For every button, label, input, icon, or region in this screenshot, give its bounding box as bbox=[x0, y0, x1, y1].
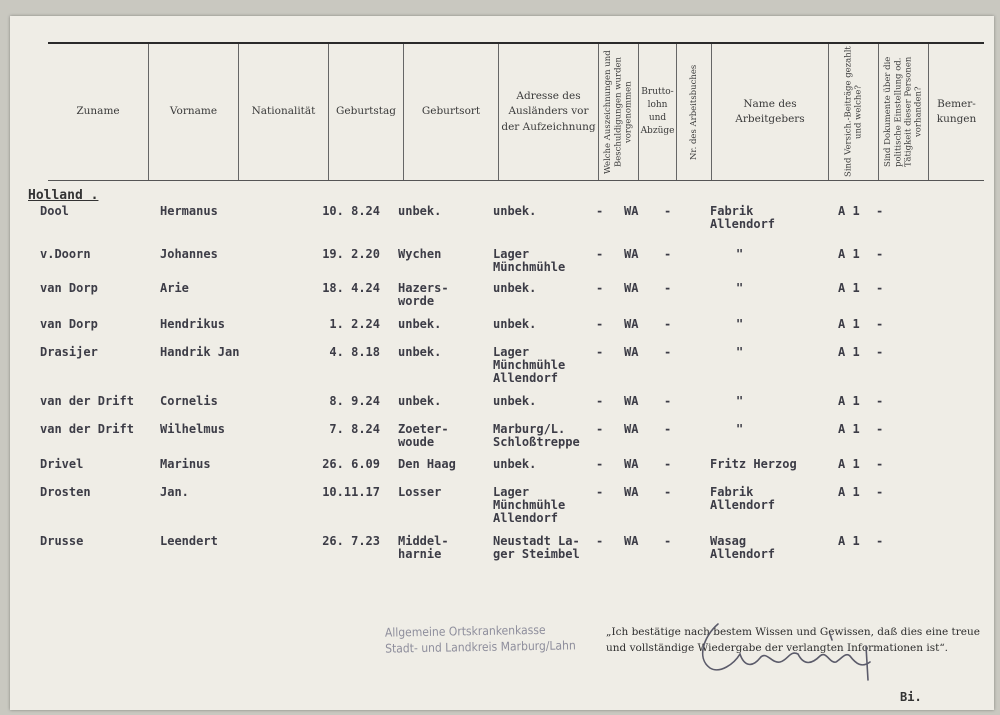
cell-c4: - bbox=[876, 281, 884, 295]
cell-vorname: Handrik Jan bbox=[160, 345, 240, 359]
cell-c3: - bbox=[664, 422, 672, 436]
cell-adresse: unbek. bbox=[493, 204, 537, 218]
cell-vers: A 1 bbox=[838, 345, 860, 359]
cell-geburtstag: 4. 8.18 bbox=[329, 345, 380, 359]
cell-c1: - bbox=[596, 394, 604, 408]
cell-geburtstag: 26. 7.23 bbox=[322, 534, 380, 548]
cell-vers: A 1 bbox=[838, 534, 860, 548]
cell-zuname: Drivel bbox=[40, 457, 84, 471]
cell-adresse: unbek. bbox=[493, 394, 537, 408]
cell-c2: WA bbox=[624, 247, 639, 261]
cell-c1: - bbox=[596, 281, 604, 295]
cell-c4: - bbox=[876, 485, 884, 499]
cell-c1: - bbox=[596, 485, 604, 499]
cell-c1: - bbox=[596, 204, 604, 218]
cell-geburtsort: unbek. bbox=[398, 204, 442, 218]
cell-c4: - bbox=[876, 394, 884, 408]
cell-zuname: Drosten bbox=[40, 485, 91, 499]
cell-geburtstag: 8. 9.24 bbox=[329, 394, 380, 408]
cell-c4: - bbox=[876, 534, 884, 548]
header-arbeitgeber: Name des Arbeitgebers bbox=[711, 44, 828, 180]
cell-c2: WA bbox=[624, 457, 639, 471]
cell-vers: A 1 bbox=[838, 457, 860, 471]
cell-zuname: Drusse bbox=[40, 534, 84, 548]
cell-c1: - bbox=[596, 345, 604, 359]
cell-c3: - bbox=[664, 457, 672, 471]
header-auszeichnungen: Welche Auszeichnungen und Beschuldigungen wurden vorgenommen bbox=[598, 44, 638, 180]
header-dokumente: Sind Dokumente über die politische Einstellung od. Tätigkeit dieser Personen vorhanden? bbox=[878, 44, 928, 180]
cell-adresse: Lager Münchmühle Allendorf bbox=[493, 345, 566, 385]
cell-arbeitgeber: Fabrik Allendorf bbox=[710, 204, 776, 231]
header-vorname: Vorname bbox=[148, 44, 238, 180]
cell-c2: WA bbox=[624, 204, 639, 218]
cell-geburtstag: 7. 8.24 bbox=[329, 422, 380, 436]
cell-geburtsort: Wychen bbox=[398, 247, 442, 261]
section-heading: Holland . bbox=[28, 188, 99, 203]
cell-zuname: van der Drift bbox=[40, 422, 134, 436]
cell-adresse: Lager Münchmühle bbox=[493, 247, 566, 274]
header-adresse: Adresse des Ausländers vor der Aufzeichnung bbox=[498, 44, 598, 180]
cell-vorname: Wilhelmus bbox=[160, 422, 226, 436]
cell-vers: A 1 bbox=[838, 422, 860, 436]
cell-c2: WA bbox=[624, 534, 639, 548]
table-header bbox=[48, 42, 984, 181]
cell-geburtsort: Zoeter- woude bbox=[398, 422, 449, 449]
cell-vorname: Hendrikus bbox=[160, 317, 226, 331]
cell-vers: A 1 bbox=[838, 281, 860, 295]
cell-c4: - bbox=[876, 317, 884, 331]
cell-c2: WA bbox=[624, 485, 639, 499]
cell-vers: A 1 bbox=[838, 485, 860, 499]
cell-geburtstag: 10. 8.24 bbox=[322, 204, 380, 218]
cell-arbeitgeber: " bbox=[736, 281, 744, 295]
header-geburtsort: Geburtsort bbox=[403, 44, 498, 180]
cell-vorname: Leendert bbox=[160, 534, 218, 548]
cell-c4: - bbox=[876, 345, 884, 359]
cell-c3: - bbox=[664, 247, 672, 261]
cell-c4: - bbox=[876, 247, 884, 261]
header-arbeitsbuch: Nr. des Arbeitsbuches bbox=[676, 44, 711, 180]
cell-adresse: unbek. bbox=[493, 281, 537, 295]
cell-c1: - bbox=[596, 457, 604, 471]
cell-c3: - bbox=[664, 281, 672, 295]
cell-geburtsort: unbek. bbox=[398, 317, 442, 331]
cell-geburtsort: unbek. bbox=[398, 394, 442, 408]
cell-geburtstag: 19. 2.20 bbox=[322, 247, 380, 261]
cell-c4: - bbox=[876, 422, 884, 436]
cell-vorname: Arie bbox=[160, 281, 189, 295]
cell-c3: - bbox=[664, 485, 672, 499]
cell-adresse: Lager Münchmühle Allendorf bbox=[493, 485, 566, 525]
cell-vorname: Cornelis bbox=[160, 394, 218, 408]
cell-geburtstag: 10.11.17 bbox=[322, 485, 380, 499]
cell-arbeitgeber: " bbox=[736, 345, 744, 359]
cell-c1: - bbox=[596, 422, 604, 436]
header-zuname: Zuname bbox=[76, 105, 120, 118]
cell-adresse: unbek. bbox=[493, 317, 537, 331]
cell-zuname: v.Doorn bbox=[40, 247, 91, 261]
cell-vorname: Johannes bbox=[160, 247, 218, 261]
cell-zuname: van Dorp bbox=[40, 281, 98, 295]
cell-vers: A 1 bbox=[838, 204, 860, 218]
cell-zuname: Dool bbox=[40, 204, 69, 218]
cell-zuname: Drasijer bbox=[40, 345, 98, 359]
cell-c2: WA bbox=[624, 281, 639, 295]
header-nationalitaet: Nationalität bbox=[238, 44, 328, 180]
cell-c3: - bbox=[664, 394, 672, 408]
cell-zuname: van Dorp bbox=[40, 317, 98, 331]
cell-arbeitgeber: " bbox=[736, 422, 744, 436]
cell-zuname: van der Drift bbox=[40, 394, 134, 408]
cell-geburtsort: Hazers- worde bbox=[398, 281, 449, 308]
cell-c3: - bbox=[664, 317, 672, 331]
document-page bbox=[10, 16, 994, 710]
cell-c2: WA bbox=[624, 317, 639, 331]
confirmation-text: „Ich bestätige nach bestem Wissen und Gewissen, daß dies eine treue und vollständige Wiedergabe der verlangten Informationen ist“. bbox=[606, 626, 980, 654]
cell-c4: - bbox=[876, 204, 884, 218]
cell-vers: A 1 bbox=[838, 394, 860, 408]
cell-c2: WA bbox=[624, 394, 639, 408]
cell-c1: - bbox=[596, 534, 604, 548]
cell-geburtstag: 26. 6.09 bbox=[322, 457, 380, 471]
cell-arbeitgeber: Wasag Allendorf bbox=[710, 534, 776, 561]
cell-arbeitgeber: Fabrik Allendorf bbox=[710, 485, 776, 512]
cell-c3: - bbox=[664, 345, 672, 359]
cell-c3: - bbox=[664, 204, 672, 218]
header-versicherung: Sind Versich.-Beiträge gezahlt und welche? bbox=[828, 44, 878, 180]
cell-c2: WA bbox=[624, 345, 639, 359]
signature bbox=[690, 606, 890, 686]
header-bruttolohn: Brutto-lohn und Abzüge bbox=[638, 44, 676, 180]
cell-arbeitgeber: " bbox=[736, 247, 744, 261]
cell-geburtsort: Losser bbox=[398, 485, 442, 499]
cell-geburtstag: 1. 2.24 bbox=[329, 317, 380, 331]
cell-geburtsort: unbek. bbox=[398, 345, 442, 359]
cell-c1: - bbox=[596, 317, 604, 331]
cell-c3: - bbox=[664, 534, 672, 548]
cell-vers: A 1 bbox=[838, 247, 860, 261]
cell-arbeitgeber: " bbox=[736, 394, 744, 408]
cell-c2: WA bbox=[624, 422, 639, 436]
cell-vers: A 1 bbox=[838, 317, 860, 331]
cell-c4: - bbox=[876, 457, 884, 471]
cell-c1: - bbox=[596, 247, 604, 261]
cell-adresse: Marburg/L. Schloßtreppe bbox=[493, 422, 580, 449]
header-geburtstag: Geburtstag bbox=[328, 44, 403, 180]
cell-vorname: Hermanus bbox=[160, 204, 218, 218]
cell-vorname: Jan. bbox=[160, 485, 189, 499]
cell-arbeitgeber: " bbox=[736, 317, 744, 331]
cell-geburtstag: 18. 4.24 bbox=[322, 281, 380, 295]
cell-geburtsort: Den Haag bbox=[398, 457, 456, 471]
cell-adresse: unbek. bbox=[493, 457, 537, 471]
cell-vorname: Marinus bbox=[160, 457, 211, 471]
header-bemerkungen: Bemer-kungen bbox=[928, 44, 984, 180]
stamp: Allgemeine Ortskrankenkasse Stadt- und Landkreis Marburg/Lahn bbox=[384, 622, 576, 656]
cell-arbeitgeber: Fritz Herzog bbox=[710, 457, 797, 471]
page-mark: Bi. bbox=[900, 690, 922, 704]
cell-adresse: Neustadt La- ger Steimbel bbox=[493, 534, 580, 561]
cell-geburtsort: Middel- harnie bbox=[398, 534, 449, 561]
